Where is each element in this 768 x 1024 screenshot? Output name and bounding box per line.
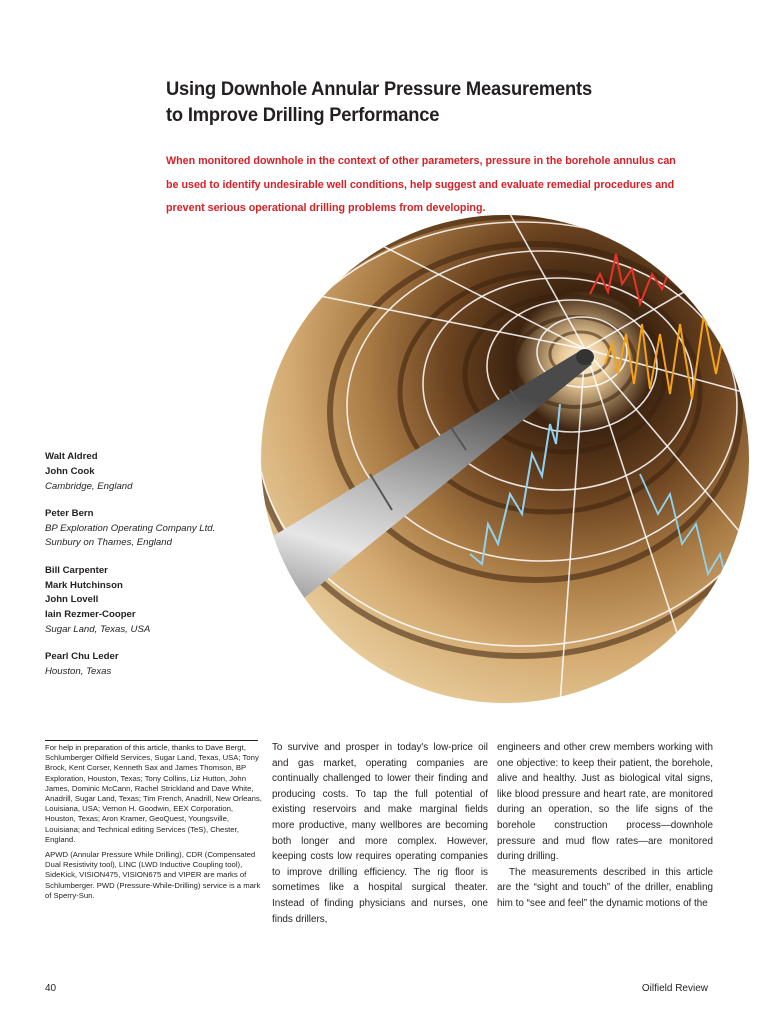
body-column-1 xyxy=(272,740,488,927)
body-paragraph: To survive and prosper in today's low-price oil and gas market, operating companies are continually challenged to lower their finding and producing costs. To tap the full potential of existing reservoirs and make marginal fields more productive, many wellbores are becoming both longer and more complex. However, keeping costs low requires operating companies to improve drilling efficiency. The rig floor is sometimes like a hospital surgical theater. Instead of finding physicians and nurses, one finds drillers, xyxy=(272,742,488,925)
article-title xyxy=(166,76,655,128)
article-deck xyxy=(166,150,692,221)
author-group xyxy=(45,507,260,551)
footnotes xyxy=(45,743,263,906)
author-affiliation: BP Exploration Operating Company Ltd. xyxy=(45,522,216,534)
author-name: Bill Carpenter xyxy=(45,564,108,576)
body-paragraph: The measurements described in this article are the “sight and touch” of the driller, enabling him to “see and feel” the dynamic motions of the xyxy=(497,866,713,909)
author-group xyxy=(45,564,260,638)
deck-line-1: When monitored downhole in the context of other parameters, pressure in the borehole annulus can xyxy=(166,155,676,167)
footnote-rule xyxy=(45,740,258,741)
author-affiliation: Sugar Land, Texas, USA xyxy=(45,623,151,635)
borehole-illustration-svg xyxy=(260,214,750,704)
author-name: Mark Hutchinson xyxy=(45,579,123,591)
deck-line-2: be used to identify undesirable well conditions, help suggest and evaluate remedial procedures and xyxy=(166,178,675,191)
author-name: John Lovell xyxy=(45,594,99,606)
author-affiliation: Sunbury on Thames, England xyxy=(45,537,172,549)
body-column-2 xyxy=(497,740,713,912)
author-name: Iain Rezmer-Cooper xyxy=(45,609,136,621)
publication-name: Oilfield Review xyxy=(641,983,708,994)
author-name: Peter Bern xyxy=(45,507,94,519)
author-list xyxy=(45,450,260,692)
author-group xyxy=(45,450,260,494)
page-number: 40 xyxy=(45,983,57,994)
article-title-line-2: to Improve Drilling Performance xyxy=(166,104,440,126)
borehole-illustration xyxy=(260,214,750,704)
author-name: Pearl Chu Leder xyxy=(45,651,119,663)
author-name: Walt Aldred xyxy=(45,451,98,462)
body-paragraph: engineers and other crew members working with one objective: to keep their patient, the borehole, alive and healthy. Just as biological vital signs, like blood pressure and heart rate, are monitored during an operation, so the life signs of the borehole construction process—downhole pressure and mud flow rates—are monitored during drilling. xyxy=(497,742,713,863)
author-group xyxy=(45,650,260,680)
author-affiliation: Cambridge, England xyxy=(45,480,133,492)
author-name: John Cook xyxy=(45,465,95,477)
deck-line-3: prevent serious operational drilling problems from developing. xyxy=(166,202,486,214)
author-affiliation: Houston, Texas xyxy=(45,666,112,678)
trademark-note: APWD (Annular Pressure While Drilling), CDR (Compensated Dual Resistivity tool), LINC (LWD Inductive Coupling tool), SideKick, VISION475, VISION675 and VIPER are marks of Schlumberger. PWD (Pressure-While-Drilling) service is a mark of Sperry-Sun. xyxy=(45,850,261,900)
article-title-line-1: Using Downhole Annular Pressure Measurements xyxy=(166,78,592,100)
acknowledgment-note: For help in preparation of this article, thanks to Dave Bergt, Schlumberger Oilfield Services, Sugar Land, Texas, USA; Tony Brock, Kent Corser, Kenneth Sax and James Thomson, BP Exploration, Houston, Texas; Tony Collins, Liz Hutton, John James, Dominic McCann, Rachel Strickland and Dave White, Anadrill, Sugar Land, Texas; Tim French, Anadrill, New Orleans, Louisiana, USA; Vernon H. Goodwin, EEX Corporation, Houston, Texas; Aron Kramer, GeoQuest, Youngsville, Louisiana; and Technical editing Services (TeS), Chester, England. xyxy=(45,743,262,844)
